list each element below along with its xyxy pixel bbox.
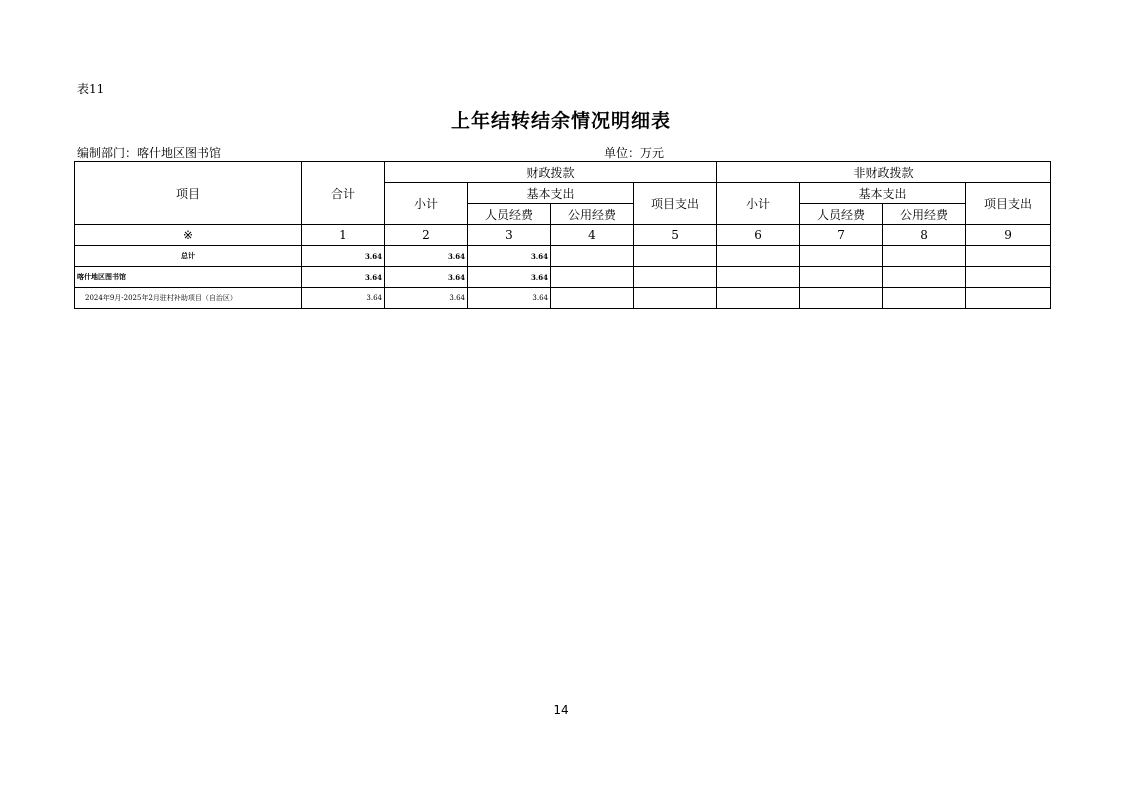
balance-detail-table bbox=[74, 161, 1051, 309]
page-title: 上年结转结余情况明细表 bbox=[450, 110, 671, 132]
row-value bbox=[883, 288, 966, 309]
row-value bbox=[551, 246, 634, 267]
table-number-label: 表11 bbox=[77, 82, 105, 96]
row-value: 3.64 bbox=[385, 288, 468, 309]
index-cell: 6 bbox=[717, 225, 800, 246]
page-number: 14 bbox=[553, 703, 569, 717]
row-value bbox=[800, 267, 883, 288]
row-value bbox=[883, 267, 966, 288]
header-nonfiscal-project: 项目支出 bbox=[966, 183, 1051, 225]
index-row bbox=[75, 225, 1051, 246]
index-cell: 2 bbox=[385, 225, 468, 246]
row-value bbox=[717, 246, 800, 267]
row-value bbox=[800, 288, 883, 309]
row-name: 总计 bbox=[75, 246, 302, 267]
index-cell: 3 bbox=[468, 225, 551, 246]
header-nonfiscal-subtotal: 小计 bbox=[717, 183, 800, 225]
row-value bbox=[800, 246, 883, 267]
row-value: 3.64 bbox=[468, 288, 551, 309]
row-value bbox=[966, 288, 1051, 309]
row-value bbox=[717, 288, 800, 309]
row-value bbox=[551, 267, 634, 288]
row-value bbox=[966, 267, 1051, 288]
header-nonfiscal-personnel: 人员经费 bbox=[800, 204, 883, 225]
index-cell: ※ bbox=[75, 225, 302, 246]
table-row-grand-total bbox=[75, 246, 1051, 267]
row-value: 3.64 bbox=[302, 288, 385, 309]
index-cell: 7 bbox=[800, 225, 883, 246]
header-fiscal-personnel: 人员经费 bbox=[468, 204, 551, 225]
row-value bbox=[966, 246, 1051, 267]
row-value: 3.64 bbox=[468, 246, 551, 267]
header-nonfiscal-public: 公用经费 bbox=[883, 204, 966, 225]
unit-label: 单位：万元 bbox=[604, 146, 665, 160]
row-value: 3.64 bbox=[302, 246, 385, 267]
row-value: 3.64 bbox=[385, 267, 468, 288]
row-value bbox=[634, 288, 717, 309]
header-row-1 bbox=[75, 162, 1051, 183]
table-row-project bbox=[75, 288, 1051, 309]
index-cell: 9 bbox=[966, 225, 1051, 246]
header-item: 项目 bbox=[75, 162, 302, 225]
header-total: 合计 bbox=[302, 162, 385, 225]
index-cell: 8 bbox=[883, 225, 966, 246]
header-non-fiscal: 非财政拨款 bbox=[717, 162, 1051, 183]
row-value bbox=[883, 246, 966, 267]
header-fiscal-basic: 基本支出 bbox=[468, 183, 634, 204]
row-value bbox=[634, 246, 717, 267]
table-row-organization bbox=[75, 267, 1051, 288]
row-value: 3.64 bbox=[302, 267, 385, 288]
header-nonfiscal-basic: 基本支出 bbox=[800, 183, 966, 204]
row-name: 喀什地区图书馆 bbox=[75, 267, 302, 288]
row-value bbox=[717, 267, 800, 288]
row-value: 3.64 bbox=[468, 267, 551, 288]
row-value: 3.64 bbox=[385, 246, 468, 267]
index-cell: 1 bbox=[302, 225, 385, 246]
header-fiscal-subtotal: 小计 bbox=[385, 183, 468, 225]
row-value bbox=[634, 267, 717, 288]
header-fiscal-project: 项目支出 bbox=[634, 183, 717, 225]
department-label: 编制部门：喀什地区图书馆 bbox=[77, 146, 222, 160]
header-fiscal: 财政拨款 bbox=[385, 162, 717, 183]
row-name: 2024年9月-2025年2月驻村补助项目（自治区） bbox=[75, 288, 302, 309]
index-cell: 5 bbox=[634, 225, 717, 246]
index-cell: 4 bbox=[551, 225, 634, 246]
header-fiscal-public: 公用经费 bbox=[551, 204, 634, 225]
row-value bbox=[551, 288, 634, 309]
